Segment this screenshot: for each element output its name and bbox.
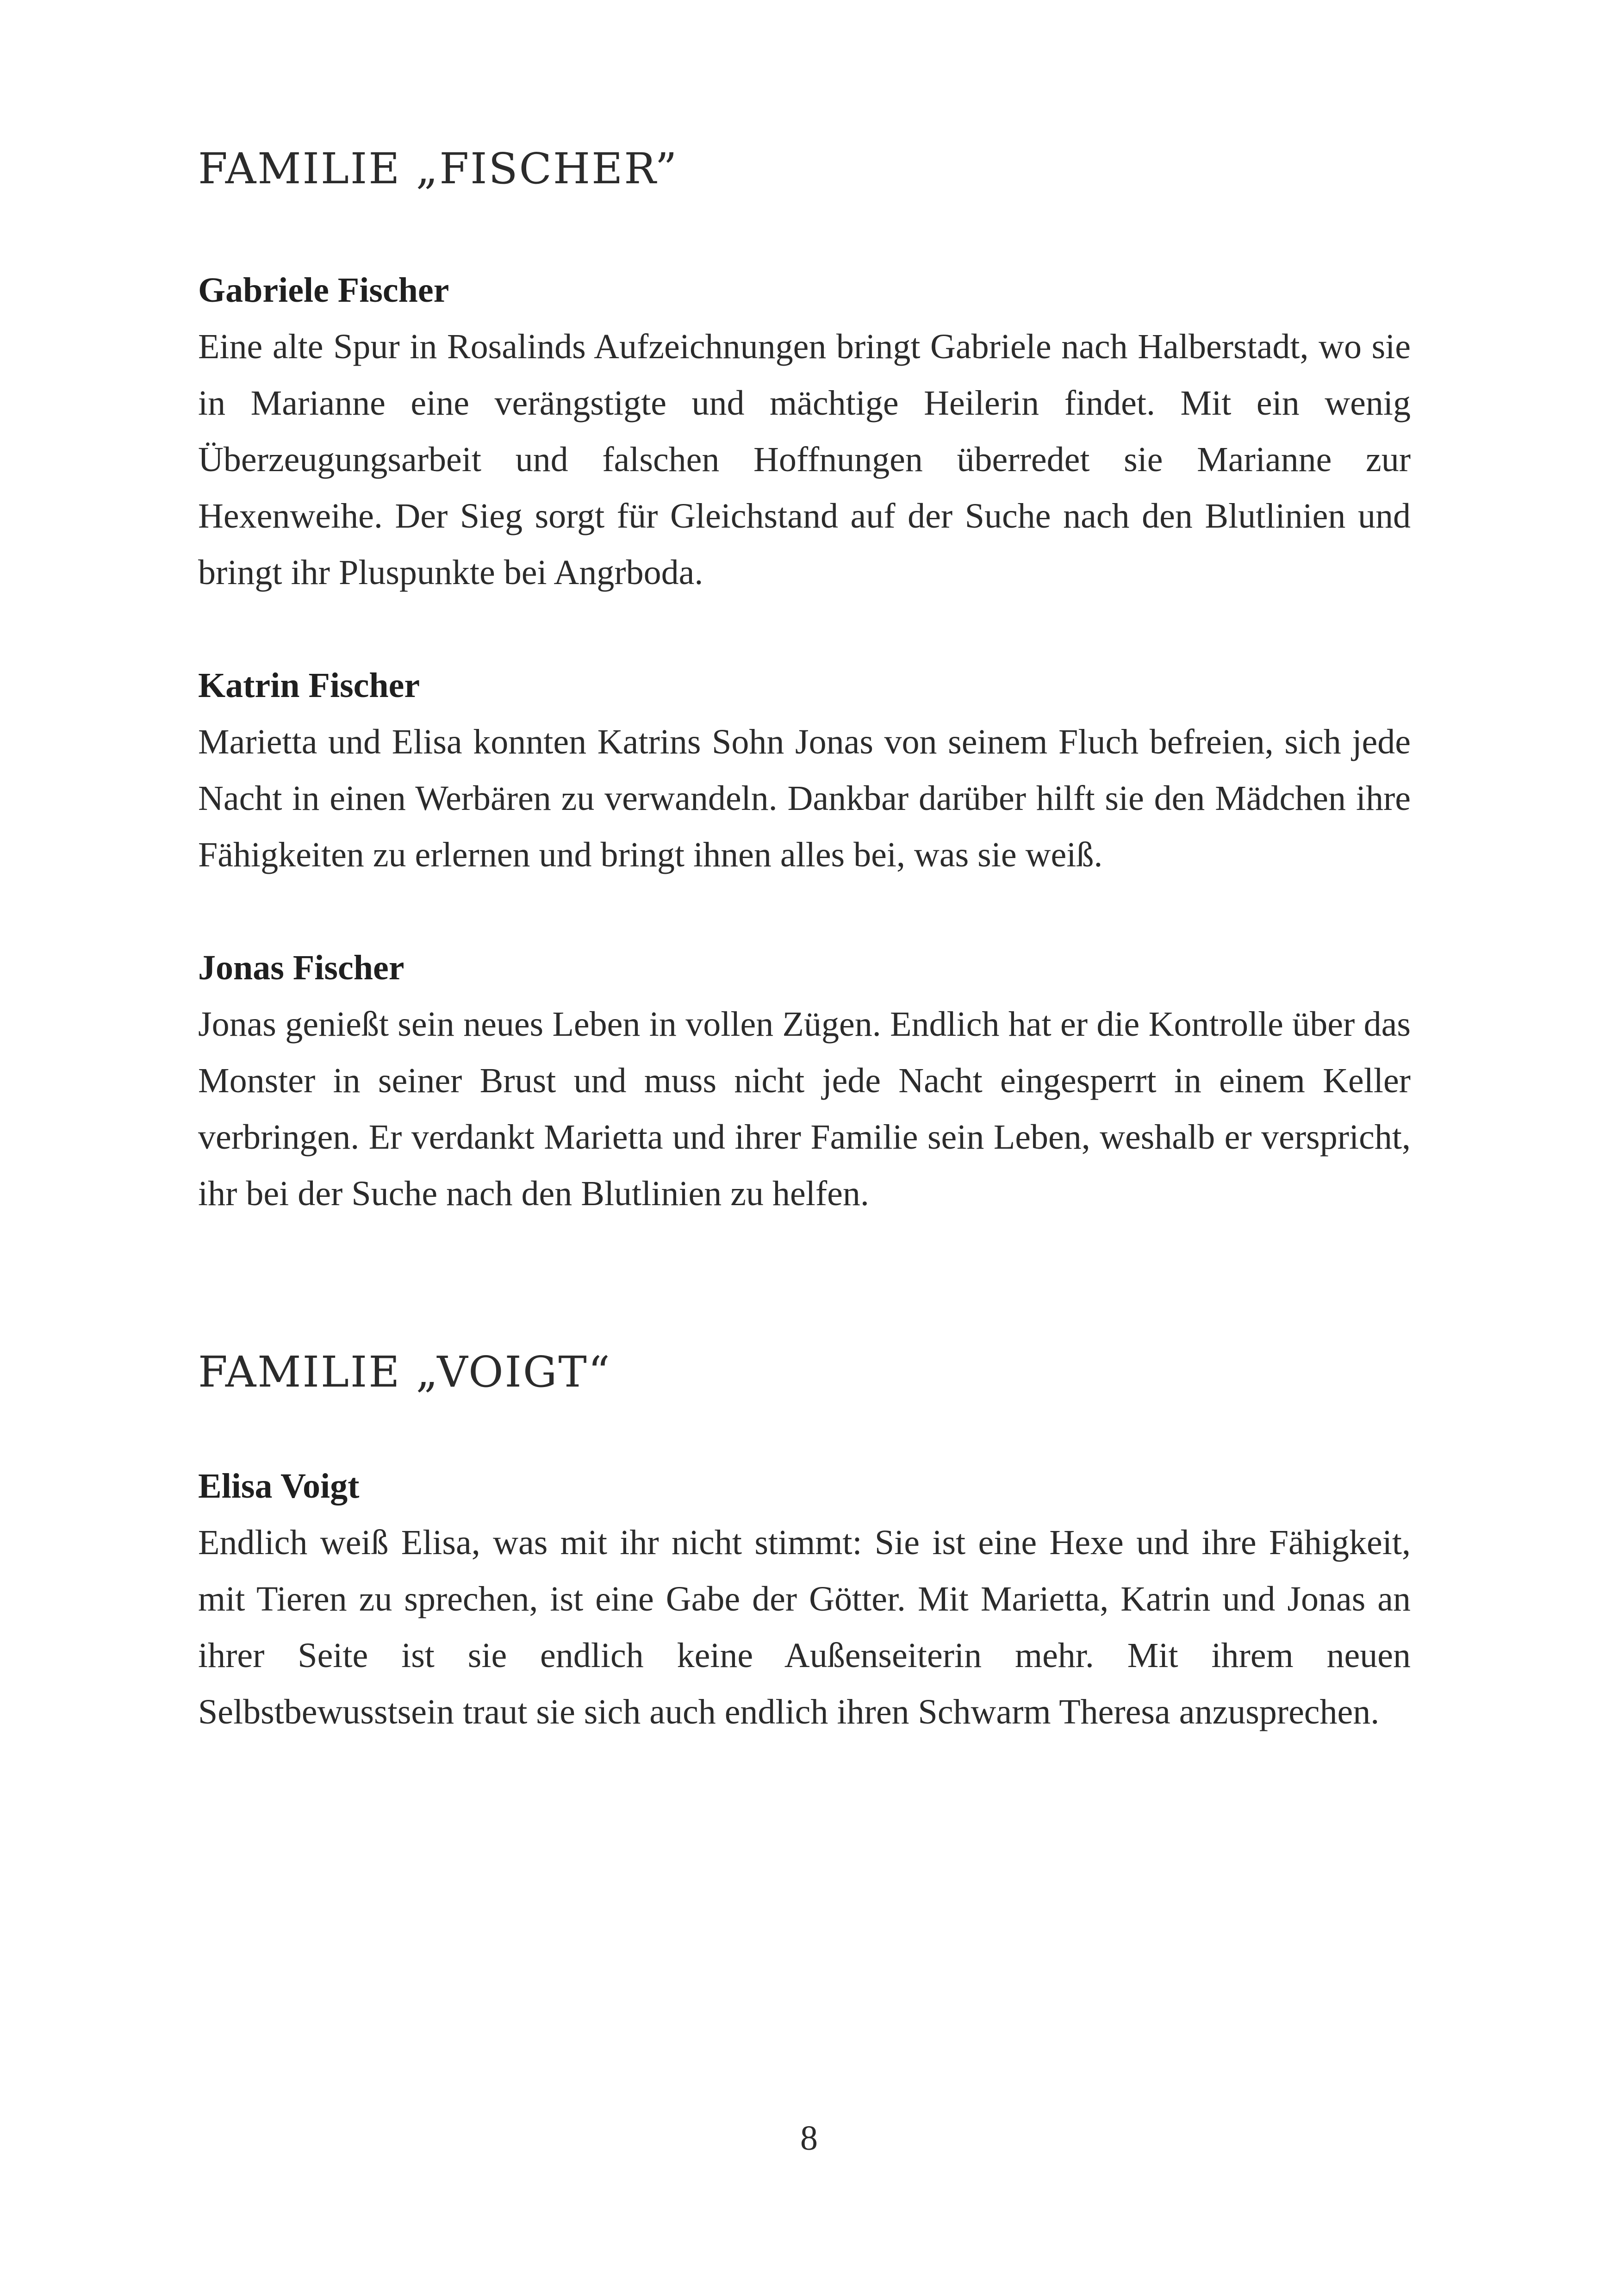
- character-entry-jonas: [198, 940, 1411, 1222]
- character-description: Eine alte Spur in Rosalinds Aufzeichnungen bringt Gabriele nach Halberstadt, wo sie in Marianne eine verängstigte und mächtige Heilerin findet. Mit ein wenig Überzeugungsarbeit und falschen Hoffnungen überredet sie Marianne zur Hexenweihe. Der Sieg sorgt für Gleichstand auf der Suche nach den Blutlinien und bringt ihr Pluspunkte bei Angrboda.: [198, 327, 1411, 592]
- character-description: Marietta und Elisa konnten Katrins Sohn Jonas von seinem Fluch befreien, sich jede Nacht in einen Werbären zu verwandeln. Dankbar darüber hilft sie den Mädchen ihre Fähigkeiten zu erlernen und bringt ihnen alles bei, was sie weiß.: [198, 722, 1411, 874]
- family-heading-fischer: FAMILIE „FISCHER”: [198, 144, 678, 193]
- character-name: Elisa Voigt: [198, 1467, 360, 1506]
- family-heading-voigt: FAMILIE „VOIGT“: [198, 1347, 611, 1397]
- character-name: Jonas Fischer: [198, 948, 404, 987]
- character-entry-katrin: [198, 657, 1411, 883]
- character-entry-elisa: [198, 1458, 1411, 1740]
- page-number: 8: [800, 2119, 818, 2158]
- character-description: Jonas genießt sein neues Leben in vollen Zügen. Endlich hat er die Kontrolle über das Monster in seiner Brust und muss nicht jede Nacht eingesperrt in einem Keller verbringen. Er verdankt Marietta und ihrer Familie sein Leben, weshalb er verspricht, ihr bei der Suche nach den Blutlinien zu helfen.: [198, 1005, 1411, 1213]
- page-content: [198, 139, 1411, 1740]
- character-name: Gabriele Fischer: [198, 271, 449, 310]
- character-description: Endlich weiß Elisa, was mit ihr nicht stimmt: Sie ist eine Hexe und ihre Fähigkeit, mit Tieren zu sprechen, ist eine Gabe der Götter. Mit Marietta, Katrin und Jonas an ihrer Seite ist sie endlich keine Außenseiterin mehr. Mit ihrem neuen Selbstbewusstsein traut sie sich auch endlich ihren Schwarm Theresa anzusprechen.: [198, 1523, 1411, 1731]
- character-name: Katrin Fischer: [198, 666, 420, 705]
- character-entry-gabriele: [198, 262, 1411, 601]
